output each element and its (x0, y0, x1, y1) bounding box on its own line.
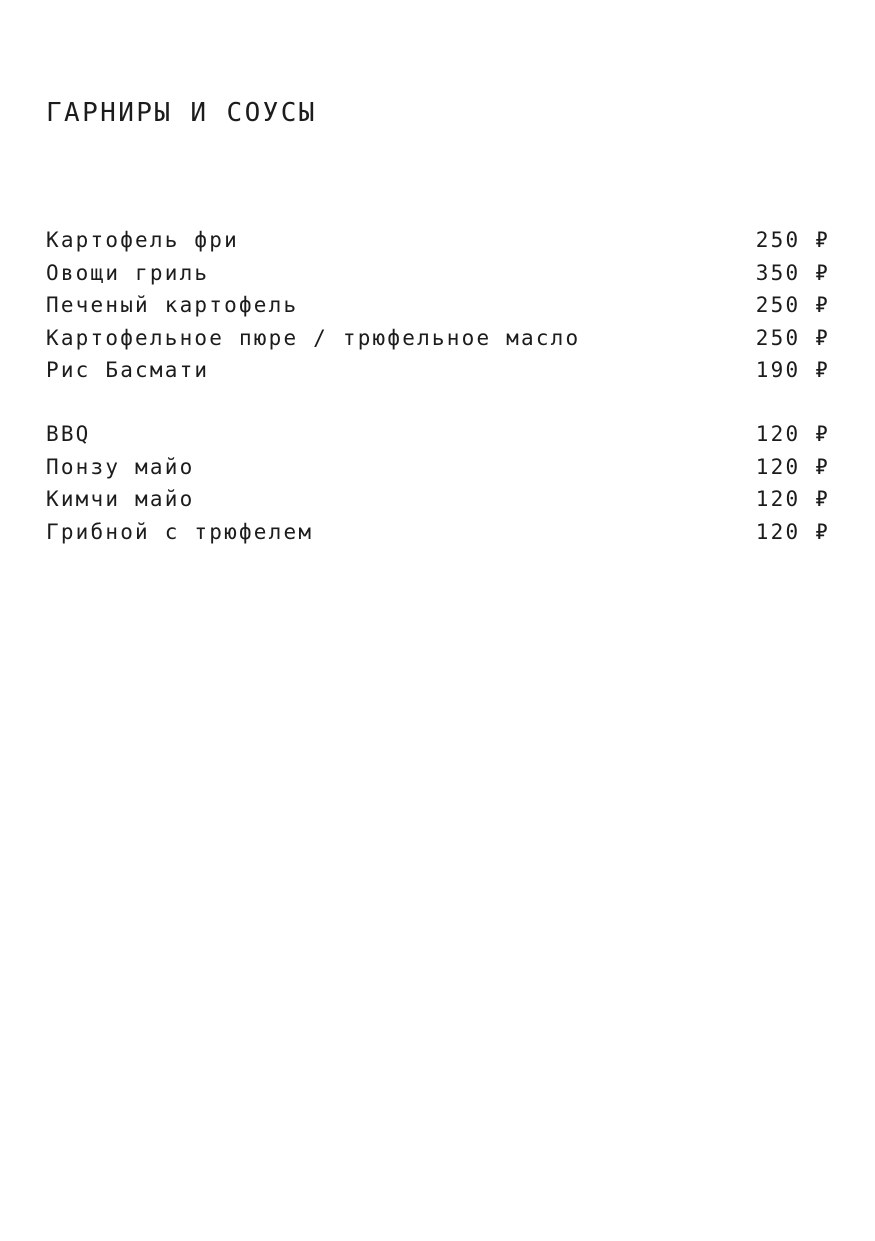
menu-item-price: 250 ₽ (755, 228, 830, 252)
menu-item (46, 418, 830, 451)
menu-item (46, 483, 830, 516)
menu-item (46, 354, 830, 387)
menu-item-price: 350 ₽ (755, 260, 830, 285)
menu-item (46, 451, 830, 484)
menu-item-price: 120 ₽ (755, 422, 830, 446)
menu-item (46, 322, 830, 355)
sides-list (46, 224, 830, 387)
menu-item (46, 289, 830, 322)
menu-item-name: Картофель фри (46, 228, 239, 252)
sauces-list (46, 418, 830, 548)
menu-item-name: Понзу майо (46, 454, 195, 479)
menu-item-name: Кимчи майо (46, 487, 195, 511)
menu-item-name: BBQ (46, 422, 91, 446)
menu-item-price: 120 ₽ (755, 487, 830, 511)
menu-item-price: 190 ₽ (755, 358, 830, 382)
menu-item-price: 250 ₽ (755, 293, 830, 317)
menu-item-price: 120 ₽ (755, 454, 830, 479)
menu-item-price: 250 ₽ (755, 325, 830, 350)
menu-item-name: Печеный картофель (46, 293, 299, 317)
menu-item (46, 516, 830, 549)
menu-item-name: Рис Басмати (46, 358, 210, 382)
menu-item-price: 120 ₽ (755, 519, 830, 544)
menu-item-name: Грибной с трюфелем (46, 519, 314, 544)
menu-item-name: Картофельное пюре / трюфельное масло (46, 325, 581, 350)
menu-item (46, 257, 830, 290)
menu-item (46, 224, 830, 257)
menu-item-name: Овощи гриль (46, 260, 210, 285)
page-title: ГАРНИРЫ И СОУСЫ (46, 98, 317, 128)
